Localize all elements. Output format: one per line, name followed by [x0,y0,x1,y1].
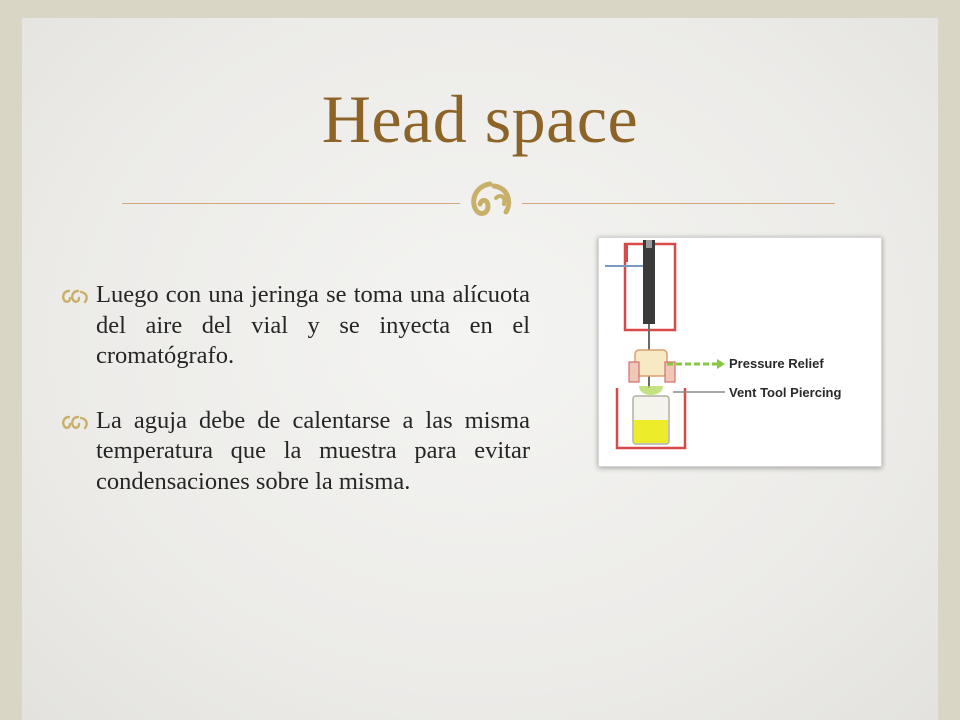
syringe-cap [646,240,652,248]
headspace-diagram-svg [599,238,881,466]
slide-title: Head space [321,81,639,157]
bullet-item [60,406,530,498]
slide [22,18,938,720]
vent-fitting [635,350,667,376]
label-vent-tool: Vent Tool Piercing [729,385,842,400]
bullet-scroll-icon [60,288,90,304]
headspace-diagram [598,237,882,467]
bullet-list [60,280,530,531]
ornament-icon [460,176,522,220]
bullet-item [60,280,530,372]
title-divider-left [122,203,460,204]
headspace-vapor [639,386,663,395]
bullet-text: Luego con una jeringa se toma una alícuota del aire del vial y se inyecta en el cromatógrafo. [96,281,530,369]
vial-liquid [634,420,668,443]
title-divider-right [522,203,835,204]
vent-clip-left [629,362,639,382]
syringe-barrel [643,240,655,324]
bullet-text: La aguja debe de calentarse a las misma temperatura que la muestra para evitar condensaciones sobre la misma. [96,406,530,495]
bullet-scroll-icon [60,414,90,430]
pressure-relief-arrow [717,359,725,369]
label-pressure-relief: Pressure Relief [729,356,824,371]
